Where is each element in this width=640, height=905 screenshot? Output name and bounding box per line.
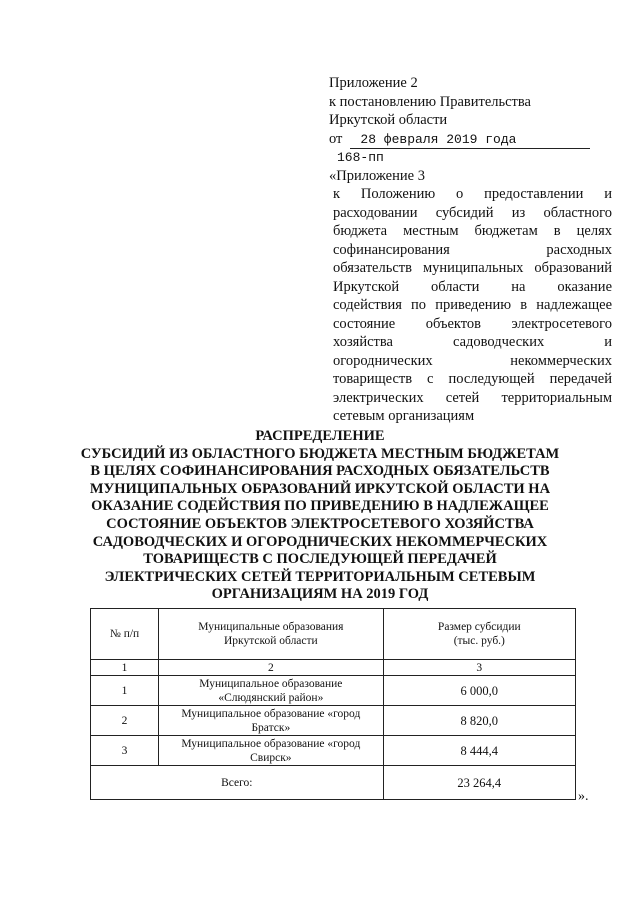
- table-row: [91, 676, 576, 706]
- header-municipality-line2: Иркутской области: [223, 635, 318, 647]
- title-line: СОСТОЯНИЕ ОБЪЕКТОВ ЭЛЕКТРОСЕТЕВОГО ХОЗЯЙСТВА: [106, 515, 534, 532]
- appendix3-line: сетевым организациям: [333, 408, 475, 424]
- appendix3-line: состояние объектов электросетевого: [333, 315, 612, 332]
- appendix3-line: обязательств муниципальных образований: [333, 260, 612, 276]
- municipality-name-line1: Муниципальное образование «город: [181, 737, 361, 750]
- closing-quote-mark: ».: [578, 789, 589, 804]
- resolution-date: 28 февраля 2019 года: [350, 132, 590, 149]
- appendix-number: Приложение 2: [329, 75, 418, 91]
- appendix3-line: содействия по приведению в надлежащее: [333, 297, 612, 313]
- municipality-name-line2: «Слюдянский район»: [218, 691, 324, 704]
- resolution-reference: к постановлению Правительства: [329, 93, 531, 110]
- appendix3-heading: «Приложение 3: [329, 167, 425, 184]
- municipality-name-line2: Братск»: [251, 721, 291, 734]
- appendix3-description: [329, 185, 612, 426]
- title-line: ОКАЗАНИЕ СОДЕЙСТВИЯ ПО ПРИВЕДЕНИЮ В НАДЛЕЖАЩЕЕ: [91, 498, 549, 515]
- title-line: ОРГАНИЗАЦИЯМ НА 2019 ГОД: [211, 586, 429, 603]
- resolution-number: 168-пп: [337, 149, 384, 165]
- header-amount: [383, 609, 575, 660]
- table-row: [91, 706, 576, 736]
- column-index: 3: [383, 660, 575, 676]
- title-line: СУБСИДИЙ ИЗ ОБЛАСТНОГО БЮДЖЕТА МЕСТНЫМ БЮДЖЕТАМ: [80, 445, 560, 462]
- header-municipality-line1: Муниципальные образования: [198, 621, 344, 633]
- total-amount: 23 264,4: [383, 766, 575, 800]
- title-line: ТОВАРИЩЕСТВ С ПОСЛЕДУЮЩЕЙ ПЕРЕДАЧЕЙ: [143, 551, 497, 568]
- title-line: САДОВОДЧЕСКИХ И ОГОРОДНИЧЕСКИХ НЕКОММЕРЧЕСКИХ: [92, 533, 548, 550]
- municipality-name: [159, 706, 383, 736]
- resolution-date-line: [329, 130, 612, 149]
- subsidy-amount: 8 444,4: [383, 736, 575, 766]
- appendix3-line: огороднических некоммерческих: [333, 352, 612, 369]
- document-title: [60, 428, 580, 604]
- appendix3-line: бюджета местным бюджетам в целях: [333, 223, 612, 239]
- header-amount-line1: Размер субсидии: [437, 621, 521, 633]
- header-amount-line2: (тыс. руб.): [453, 635, 505, 647]
- title-line: В ЦЕЛЯХ СОФИНАНСИРОВАНИЯ РАСХОДНЫХ ОБЯЗАТЕЛЬСТВ: [90, 463, 550, 480]
- row-number: 3: [91, 736, 159, 766]
- appendix3-line: расходовании субсидий из областного: [333, 204, 612, 221]
- column-index: 2: [159, 660, 383, 676]
- row-number: 1: [91, 676, 159, 706]
- table-row: [91, 736, 576, 766]
- appendix3-line: электрических сетей территориальным: [333, 389, 612, 406]
- appendix3-line: хозяйства садоводческих и: [333, 334, 612, 350]
- appendix3-line: товариществ с последующей передачей: [333, 371, 612, 387]
- appendix3-line: Иркутской области на оказание: [333, 278, 612, 295]
- total-label: Всего:: [91, 766, 384, 800]
- appendix3-line: к Положению о предоставлении и: [333, 186, 612, 202]
- row-number: 2: [91, 706, 159, 736]
- header-number: № п/п: [91, 609, 159, 660]
- title-line: РАСПРЕДЕЛЕНИЕ: [255, 428, 385, 444]
- appendix-header-block: [329, 74, 612, 426]
- municipality-name-line1: Муниципальное образование: [199, 677, 343, 690]
- title-line: ЭЛЕКТРИЧЕСКИХ СЕТЕЙ ТЕРРИТОРИАЛЬНЫМ СЕТЕВЫМ: [104, 568, 536, 585]
- column-index-row: [91, 660, 576, 676]
- title-line: МУНИЦИПАЛЬНЫХ ОБРАЗОВАНИЙ ИРКУТСКОЙ ОБЛАСТИ НА: [89, 480, 551, 497]
- municipality-name-line1: Муниципальное образование «город: [181, 707, 361, 720]
- region-name: Иркутской области: [329, 112, 448, 128]
- appendix3-line: софинансирования расходных: [333, 241, 612, 258]
- municipality-name-line2: Свирск»: [250, 751, 292, 764]
- subsidy-table: [90, 608, 576, 800]
- table-header-row: [91, 609, 576, 660]
- header-municipality: [159, 609, 383, 660]
- municipality-name: [159, 736, 383, 766]
- subsidy-amount: 8 820,0: [383, 706, 575, 736]
- subsidy-amount: 6 000,0: [383, 676, 575, 706]
- column-index: 1: [91, 660, 159, 676]
- municipality-name: [159, 676, 383, 706]
- total-row: [91, 766, 576, 800]
- date-prefix: от: [329, 130, 343, 147]
